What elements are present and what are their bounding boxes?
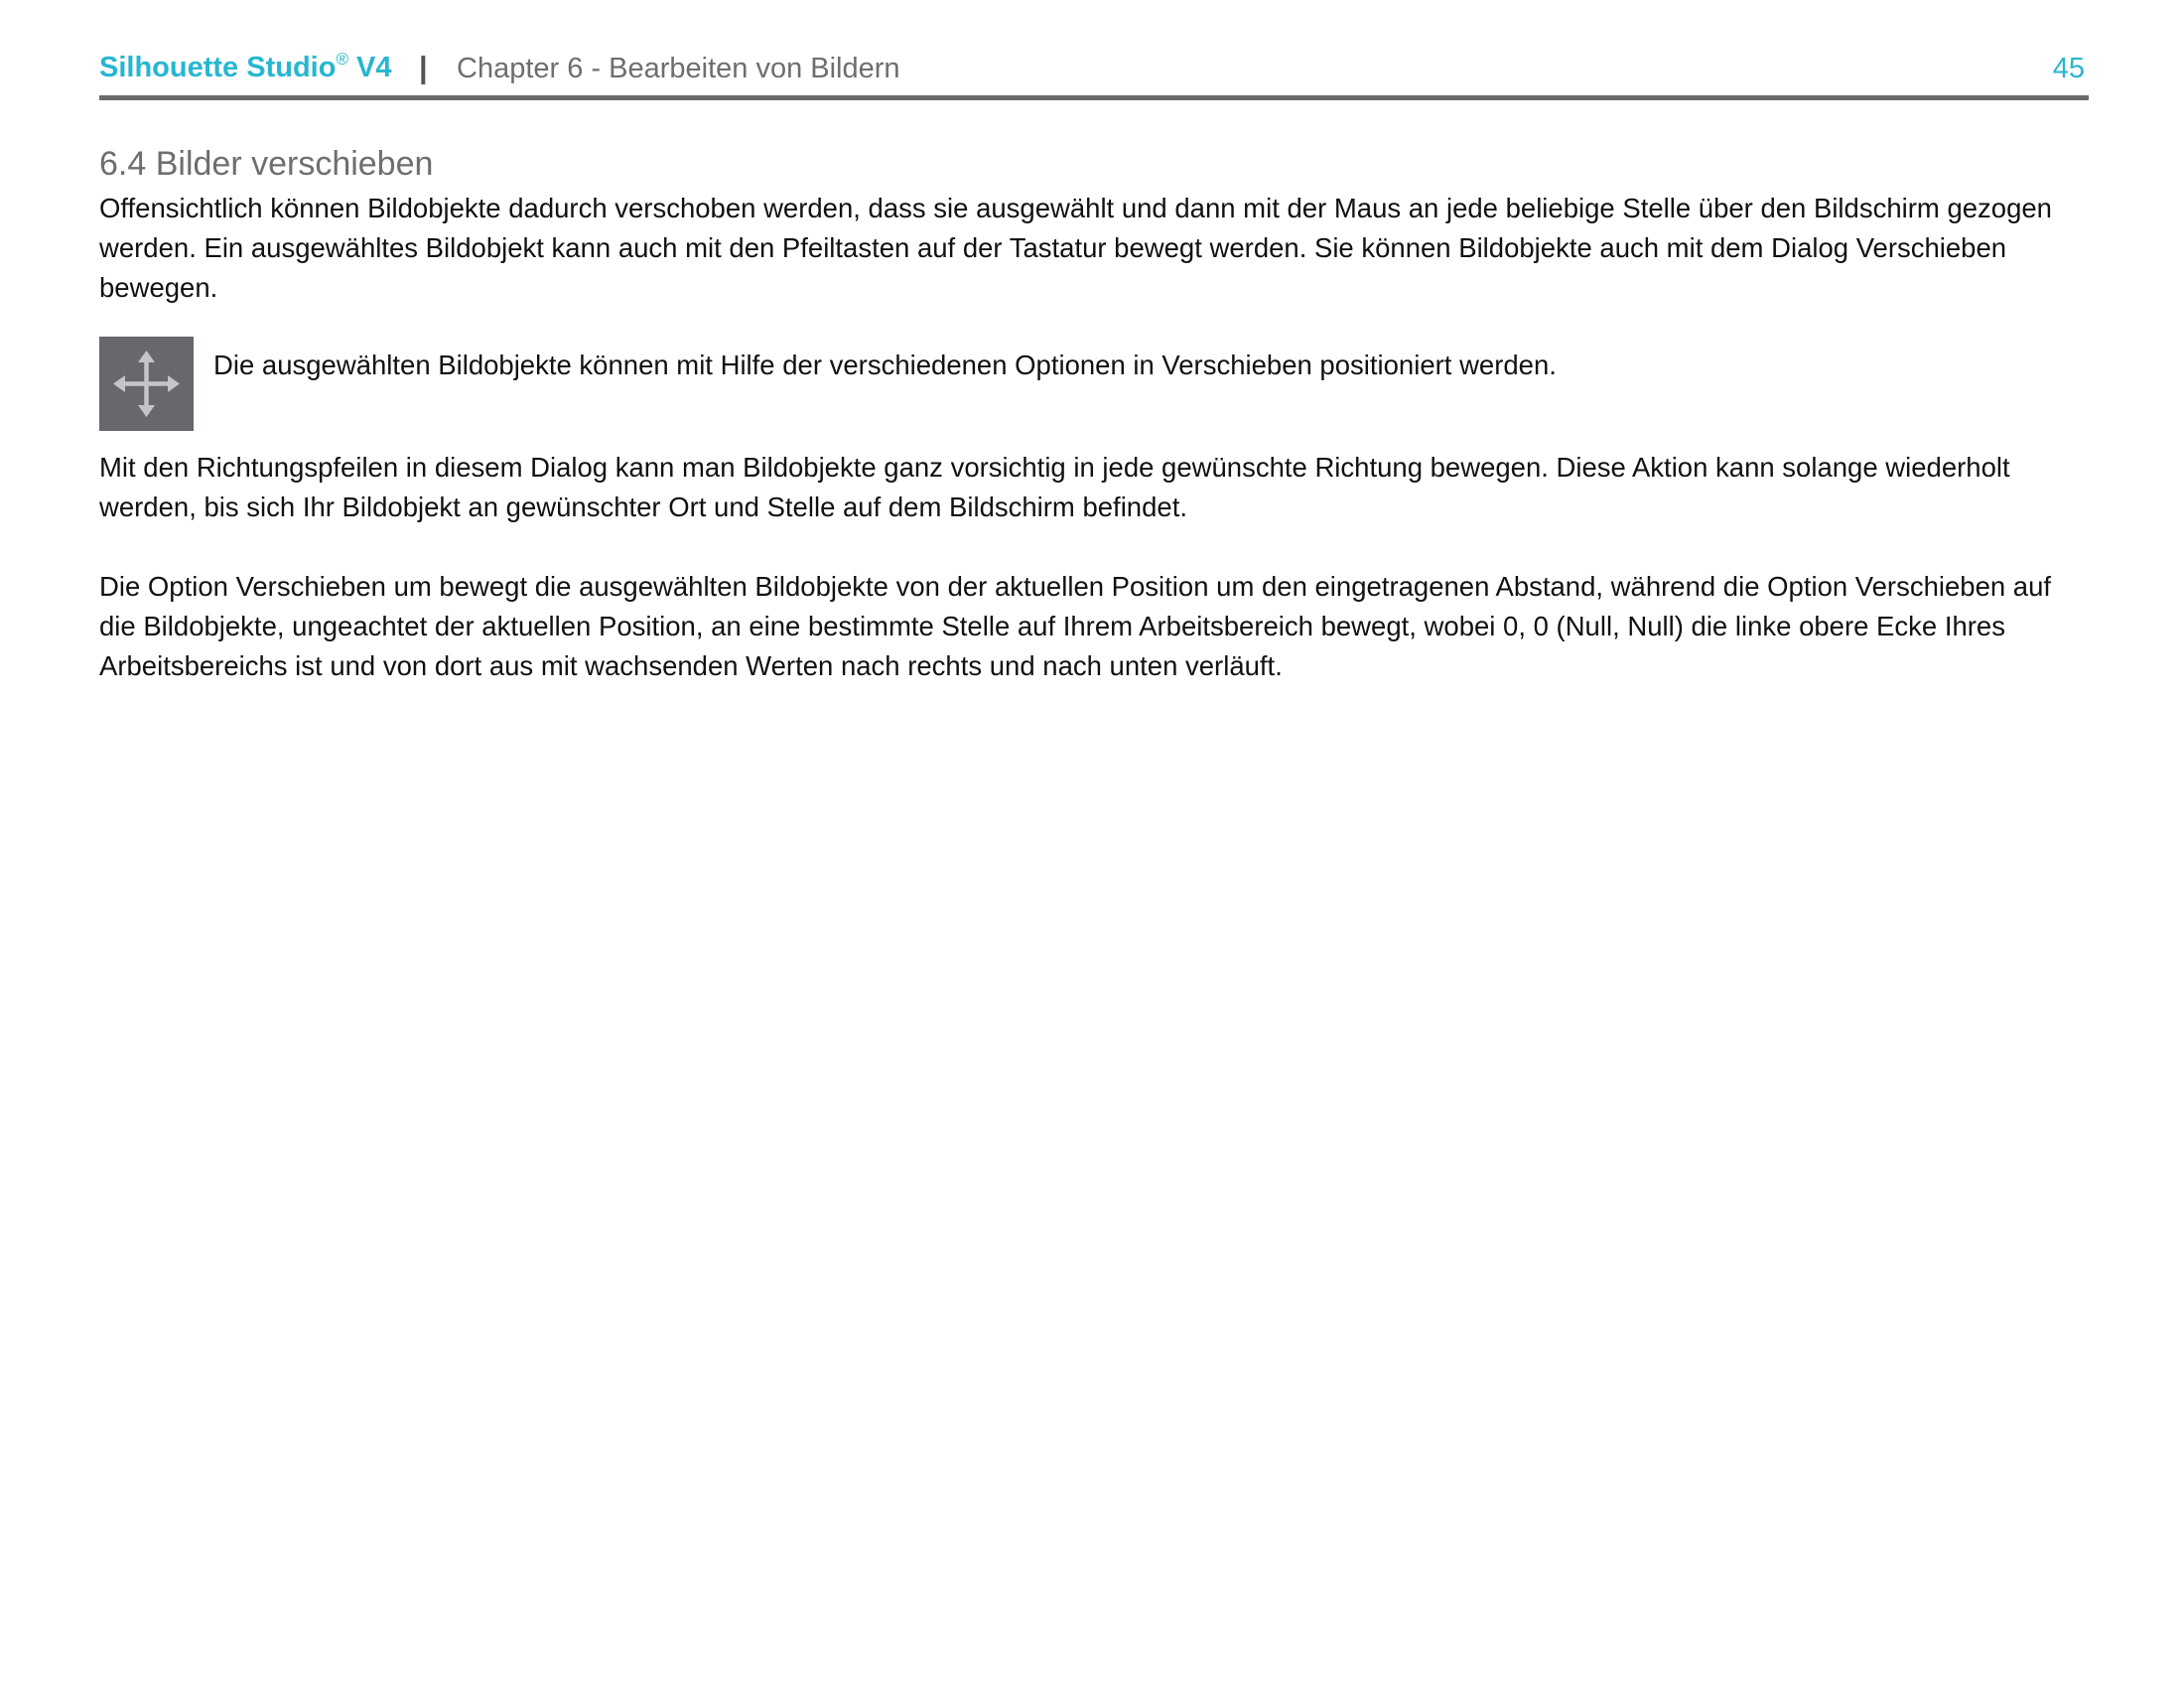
section-title: 6.4 Bilder verschieben (99, 145, 434, 183)
icon-note (99, 337, 2085, 432)
header-divider (99, 95, 2089, 100)
move-icon (99, 337, 194, 431)
page-header (99, 48, 2085, 91)
options-paragraph: Die Option Verschieben um bewegt die ausgewählten Bildobjekte von der aktuellen Position um den eingetragenen Abstand, während die Option Verschieben auf die Bildobjekte, ungeachtet der aktuellen Position, an eine bestimmte Stelle auf Ihrem Arbeitsbereich bewegt, wobei 0, 0 (Null, Null) die linke obere Ecke Ihres Arbeitsbereichs ist und von dort aus mit wachsenden Werten nach rechts und nach unten verläuft. (99, 571, 2052, 681)
header-separator: | (419, 50, 428, 84)
brand-title (99, 52, 392, 84)
arrows-paragraph: Mit den Richtungspfeilen in diesem Dialog kann man Bildobjekte ganz vorsichtig in jede gewünschte Richtung bewegen. Diese Aktion kann solange wiederholt werden, bis sich Ihr Bildobjekt an gewünschter Ort und Stelle auf dem Bildschirm befindet. (99, 452, 2010, 522)
chapter-title: Chapter 6 - Bearbeiten von Bildern (457, 53, 900, 84)
brand-version: V4 (347, 52, 392, 83)
icon-note-text: Die ausgewählten Bildobjekte können mit Hilfe der verschiedenen Optionen in Verschieben positioniert werden. (213, 350, 1557, 380)
intro-paragraph: Offensichtlich können Bildobjekte dadurch verschoben werden, dass sie ausgewählt und dann mit der Maus an jede beliebige Stelle über den Bildschirm gezogen werden. Ein ausgewähltes Bildobjekt kann auch mit den Pfeiltasten auf der Tastatur bewegt werden. Sie können Bildobjekte auch mit dem Dialog Verschieben bewegen. (99, 193, 2052, 303)
brand-name: Silhouette Studio (99, 52, 337, 83)
registered-mark: ® (336, 50, 348, 69)
page-number: 45 (2052, 53, 2085, 84)
